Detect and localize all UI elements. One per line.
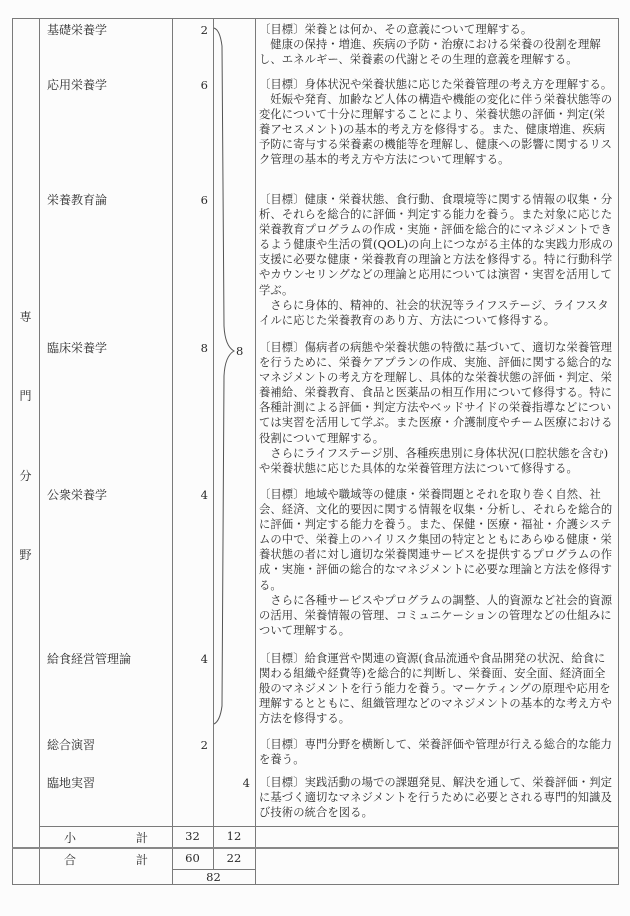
subtotal-lecture: 32: [185, 829, 200, 843]
subject-name: 栄養教育論: [47, 193, 108, 207]
subtotal-top-line: [39, 826, 619, 827]
table-top-border: [12, 18, 619, 19]
lecture-credits: 4: [200, 652, 208, 666]
practice-credits: 4: [242, 776, 250, 790]
subject-description: 〔目標〕地域や職域等の健康・栄養問題とそれを取り巻く自然、社会、経済、文化的要因に関する情報を収集・分析し、それらを総合的に評価・判定する能力を養う。また、保健・医療・福祉・介護システムの中で、栄養上のハイリスク集団の特定とともにあらゆる健康・栄養状態の者に対し適切な栄養関連サービスを提供するプログラムの作成・実施・評価の総合的なマネジメントに必要な理論と方法を修得する。 さらに各種サービスやプログラムの調整、人的資源など社会的資源の活用、栄養情報の管理、コミュニケーションの管理などの仕組みについて理解する。: [259, 488, 613, 637]
subtotal-label-b: 計: [136, 831, 149, 845]
total-label-b: 計: [136, 853, 149, 867]
subtotal-practice: 12: [226, 829, 242, 843]
category-char-3: 分: [19, 469, 32, 483]
lecture-credits: 8: [200, 341, 208, 355]
brace-icon: [212, 26, 252, 726]
subject-description: 〔目標〕実践活動の場での課題発見、解決を通して、栄養評価・判定に基づく適切なマネジメントを行うために必要とされる専門的知識及び技術の統合を図る。: [259, 776, 613, 820]
table-right-border: [618, 18, 619, 884]
category-char-4: 野: [19, 548, 32, 562]
total-top-line: [12, 847, 619, 849]
lecture-credits: 6: [200, 193, 208, 207]
subject-description: 〔目標〕給食運営や関連の資源(食品流通や食品開発の状況、給食に関わる組織や経費等)を総合的に判断し、栄養面、安全面、経済面全般のマネジメントを行う能力を養う。マーケティングの原理や応用を理解するとともに、組織管理などのマネジメントの基本的な考え方や方法を修得する。: [259, 652, 612, 726]
lecture-credits: 2: [200, 738, 208, 752]
subject-description: 〔目標〕身体状況や栄養状態に応じた栄養管理の考え方を理解する。 妊娠や発育、加齢など人体の構造や機能の変化に伴う栄養状態等の変化について十分に理解することにより、栄養状態の評価・判定(栄養アセスメント)の基本的考え方を修得する。また、健康増進、疾病予防に寄与する栄養素の機能等を理解し、健康への影響に関するリスク管理の基本的考え方や方法について理解する。: [259, 78, 613, 167]
practice-column-divider: [255, 18, 256, 884]
brace-total: 8: [236, 344, 244, 358]
lecture-credits: 4: [200, 488, 208, 502]
table-left-border: [12, 18, 13, 884]
subtotal-label-a: 小: [64, 831, 77, 845]
subject-description: 〔目標〕専門分野を横断して、栄養評価や管理が行える総合的な能力を養う。: [259, 738, 613, 767]
subject-name: 総合演習: [47, 738, 96, 752]
category-char-2: 門: [19, 389, 32, 403]
subject-name: 公衆栄養学: [47, 488, 108, 502]
subject-name: 給食経営管理論: [47, 652, 132, 666]
table-bottom-border: [12, 884, 619, 885]
total-lecture: 60: [185, 851, 200, 865]
subject-name: 臨床栄養学: [47, 341, 108, 355]
subject-description: 〔目標〕栄養とは何か、その意義について理解する。 健康の保持・増進、疾病の予防・治療における栄養の役割を理解し、エネルギー、栄養素の代謝とその生理的意義を理解する。: [259, 23, 601, 67]
subject-name: 応用栄養学: [47, 78, 108, 92]
subject-name: 基礎栄養学: [47, 23, 108, 37]
total-practice: 22: [226, 851, 242, 865]
subject-description: 〔目標〕健康・栄養状態、食行動、食環境等に関する情報の収集・分析、それらを総合的に評価・判定する能力を養う。また対象に応じた栄養教育プログラムの作成・実施・評価を総合的にマネジメントできるよう健康や生活の質(QOL)の向上につながる主体的な実践力形成の支援に必要な健康・栄養教育の理論と方法を修得する。特に行動科学やカウンセリングなどの理論と応用については演習・実習を活用して学ぶ。 さらに身体的、精神的、社会的状況等ライフステージ、ライフスタイルに応じた栄養教育のあり方、方法について修得する。: [259, 193, 614, 327]
total-label-a: 合: [64, 853, 77, 867]
category-column-divider: [39, 18, 40, 884]
lecture-credits: 6: [200, 78, 208, 92]
subject-column-divider: [172, 18, 173, 884]
total-combined: 82: [206, 870, 221, 884]
subject-description: 〔目標〕傷病者の病態や栄養状態の特徴に基づいて、適切な栄養管理を行うために、栄養ケアプランの作成、実施、評価に関する総合的なマネジメントの考え方を理解し、具体的な栄養状態の評価・判定、栄養補給、栄養教育、食品と医薬品の相互作用について修得する。特に各種計測による評価・判定方法やベッドサイドの栄養指導などについては実習を活用して学ぶ。また医療・介護制度やチーム医療における役割について理解する。 さらにライフステージ別、各種疾患別に身体状況(口腔状態を含む)や栄養状態に応じた具体的な栄養管理方法について修得する。: [259, 341, 613, 475]
lecture-credits: 2: [200, 23, 208, 37]
subject-name: 臨地実習: [47, 776, 96, 790]
category-char-1: 専: [19, 310, 32, 324]
